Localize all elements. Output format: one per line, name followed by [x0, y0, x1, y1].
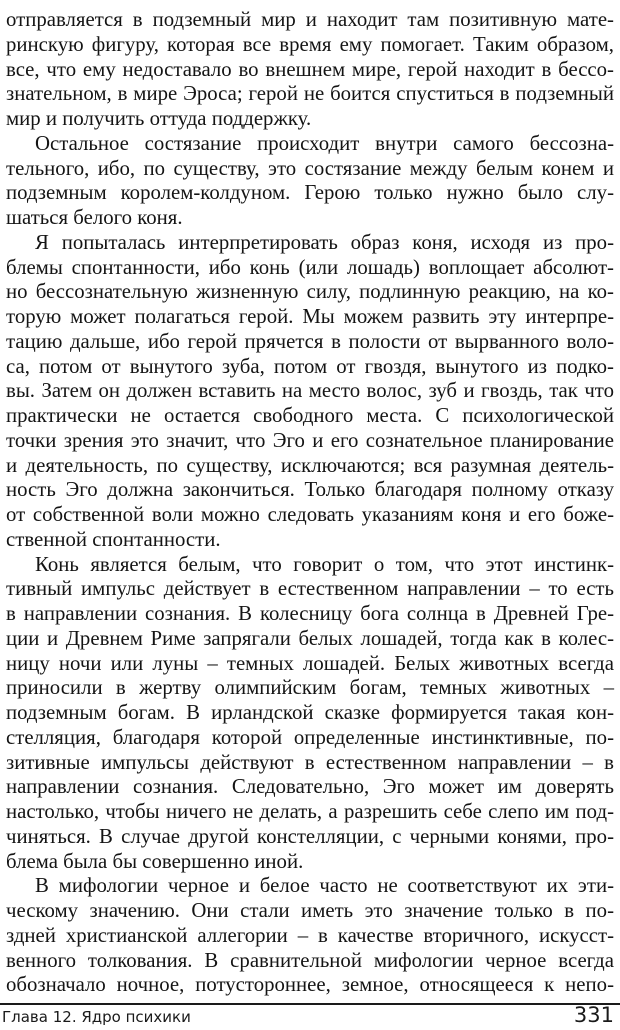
- text-line: В мифологии черное и белое часто не соответствуют их эти-: [35, 874, 614, 898]
- text-line: но бессознательную жизненную силу, подлинную реакцию, на ко-: [6, 280, 614, 304]
- body-text: [6, 8, 614, 998]
- text-line: обозначало ночное, потустороннее, земное, относящееся к непо-: [6, 973, 614, 997]
- text-line: ции и Древнем Риме запрягали белых лошадей, тогда как в колес-: [6, 626, 614, 650]
- text-line: вы. Затем он должен вставить на место волос, зуб и гвоздь, так что: [6, 379, 614, 403]
- text-line: знательном, в мире Эроса; герой не боится спуститься в подземный: [6, 82, 614, 106]
- text-line: мир и получить оттуда поддержку.: [6, 107, 312, 130]
- text-line: чиняться. В случае другой констелляции, с черными конями, про-: [6, 824, 614, 848]
- text-line: Остальное состязание происходит внутри самого бессозна-: [35, 131, 614, 155]
- text-line: Я попыталась интерпретировать образ коня, исходя из про-: [35, 230, 614, 254]
- text-line: настолько, чтобы ничего не делать, а разрешить себе слепо им под-: [6, 800, 614, 823]
- text-line: ность Эго должна закончиться. Только благодаря полному отказу: [6, 478, 614, 502]
- text-line: подземным богам. В ирландской сказке формируется такая кон-: [6, 701, 614, 724]
- text-line: практически не остается свободного места. С психологической: [6, 404, 614, 427]
- text-line: стелляция, благодаря которой определенные инстинктивные, по-: [6, 725, 614, 749]
- text-line: блема была бы совершенно иной.: [6, 849, 304, 873]
- text-line: ринскую фигуру, которая все время ему помогает. Таким образом,: [6, 32, 614, 56]
- text-line: ческому значению. Они стали иметь это значение только в по-: [6, 899, 614, 922]
- text-line: подземным королем-колдуном. Герою только нужно было слу-: [6, 181, 614, 205]
- text-line: шаться белого коня.: [6, 206, 183, 229]
- text-line: и деятельность, по существу, исключаются; вся разумная деятель-: [6, 453, 614, 477]
- text-line: тельного, ибо, по существу, это состязание между белым конем и: [6, 156, 614, 180]
- text-line: Конь является белым, что говорит о том, что этот инстинк-: [35, 552, 614, 576]
- text-line: тивный импульс действует в естественном направлении – то есть: [6, 577, 614, 601]
- text-line: блемы спонтанности, ибо конь (или лошадь) воплощает абсолют-: [6, 255, 614, 279]
- text-line: са, потом от вынутого зуба, потом от гвоздя, вынутого из подко-: [6, 354, 614, 378]
- text-line: приносили в жертву олимпийским богам, темных животных –: [6, 676, 614, 700]
- text-line: венного толкования. В сравнительной мифологии черное всегда: [6, 948, 614, 972]
- running-footer-chapter: Глава 12. Ядро психики: [2, 1008, 191, 1026]
- text-line: зитивные импульсы действуют в естественном направлении – в: [6, 750, 614, 774]
- text-line: от собственной воли можно следовать указаниям коня и его боже-: [6, 503, 614, 526]
- page-number: 331: [573, 1003, 614, 1027]
- text-line: все, что ему недоставало во внешнем мире, герой находит в бессо-: [6, 57, 614, 81]
- footer-rule: [0, 1003, 620, 1005]
- text-line: ственной спонтанности.: [6, 527, 221, 551]
- text-line: в направлении сознания. В колесницу бога солнца в Древней Гре-: [6, 602, 614, 625]
- text-line: направлении сознания. Следовательно, Эго может им доверять: [6, 775, 614, 799]
- text-line: отправляется в подземный мир и находит там позитивную мате-: [6, 8, 614, 31]
- text-line: здней христианской аллегории – в качестве вторичного, искусст-: [6, 923, 614, 947]
- text-line: ницу ночи или луны – темных лошадей. Белых животных всегда: [6, 651, 614, 675]
- text-line: тацию дальше, ибо герой прячется в полости от вырванного воло-: [6, 329, 614, 353]
- text-line: торую может полагаться герой. Мы можем развить эту интерпре-: [6, 305, 614, 328]
- text-line: точки зрения это значит, что Эго и его сознательное планирование: [6, 428, 614, 452]
